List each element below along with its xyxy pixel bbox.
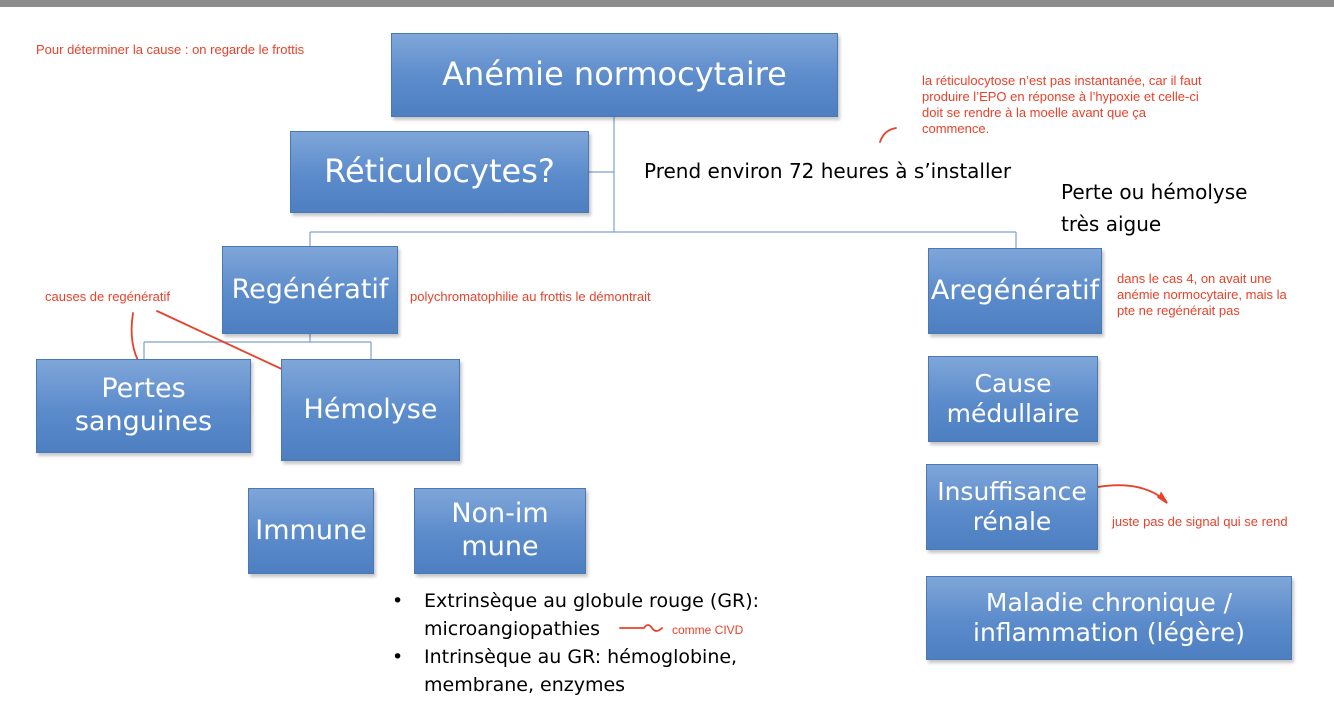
box-anemie-normocytaire	[391, 33, 838, 117]
box-regeneratif	[222, 246, 398, 334]
box-aregeneratif	[928, 248, 1102, 334]
box-aregeneratif-label: Aregénératif	[930, 274, 1100, 306]
note-reticulocytose: la réticulocytose n’est pas instantanée, car il faut produire l’EPO en réponse à l’hypoxie et celle-ci doit se rendre à la moelle avant que ça commence.	[922, 73, 1202, 136]
box-immune-label: Immune	[255, 514, 367, 546]
box-reticulocytes-label: Réticulocytes?	[324, 152, 555, 191]
box-cause-medullaire	[928, 356, 1098, 442]
text-prend-72-heures: Prend environ 72 heures à s’installer	[644, 159, 1012, 183]
box-maladie-chronique	[926, 576, 1292, 660]
box-insuffisance-renale	[926, 464, 1098, 550]
bullet-intrinseque	[392, 643, 759, 699]
box-hemolyse-label: Hémolyse	[303, 393, 438, 425]
box-anemie-label: Anémie normocytaire	[442, 55, 787, 94]
box-regeneratif-label: Regénératif	[231, 273, 389, 305]
hemolyse-non-immune-bullets	[392, 587, 759, 699]
bullet-extrinseque-line2: microangiopathies	[424, 618, 600, 640]
bullet-dot: •	[392, 590, 404, 612]
box-non-immune	[414, 488, 586, 574]
box-insuffisance-label: Insuffisance rénale	[937, 476, 1087, 536]
box-hemolyse	[281, 359, 460, 461]
bullet-intrinseque-line2: membrane, enzymes	[424, 674, 626, 696]
text-perte-hemolyse: Perte ou hémolyse très aigue	[1061, 180, 1248, 236]
box-reticulocytes	[290, 131, 589, 213]
annotation-stroke-reticulocytose	[880, 128, 896, 142]
box-pertes-label: Pertes sanguines	[74, 373, 213, 437]
box-non-immune-label: Non-immune	[451, 498, 549, 562]
bullet-dot: •	[392, 646, 404, 668]
annotation-arrowhead-insuffisance	[1158, 493, 1167, 503]
box-pertes-sanguines	[36, 359, 251, 453]
note-pas-de-signal: juste pas de signal qui se rend	[1112, 514, 1288, 529]
note-causes-regeneratif: causes de regénératif	[45, 289, 171, 304]
box-immune	[248, 488, 374, 574]
note-comme-civd: comme CIVD	[672, 623, 744, 637]
bullet-extrinseque-line1: Extrinsèque au globule rouge (GR):	[424, 590, 760, 612]
annotation-arrow-insuffisance	[1098, 485, 1165, 500]
note-polychromatophilie: polychromatophilie au frottis le démontrait	[410, 289, 651, 304]
bullet-intrinseque-line1: Intrinsèque au GR: hémoglobine,	[424, 646, 738, 668]
box-cause-medullaire-label: Cause médullaire	[946, 368, 1080, 428]
note-cas-4: dans le cas 4, on avait une anémie normocytaire, mais la pte ne regénérait pas	[1117, 271, 1287, 318]
note-cause-frottis: Pour déterminer la cause : on regarde le frottis	[36, 42, 305, 57]
box-maladie-label: Maladie chronique / inflammation (légère)	[973, 587, 1245, 647]
